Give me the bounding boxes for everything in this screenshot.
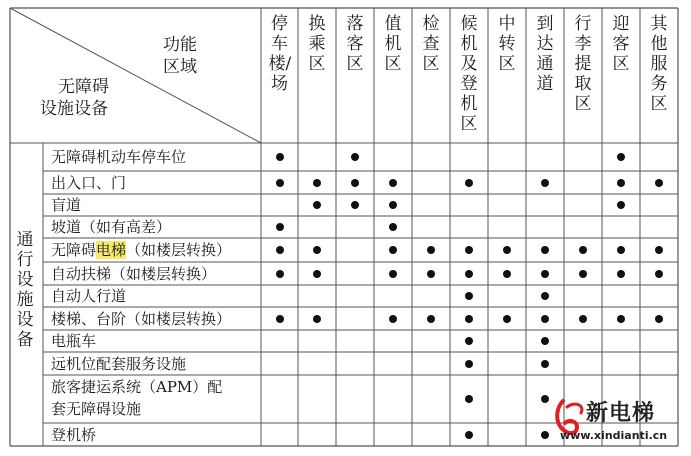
mark-dot <box>541 360 549 368</box>
mark-dot <box>655 179 663 187</box>
mark-dot <box>351 179 359 187</box>
mark-dot <box>313 201 321 209</box>
mark-dot <box>617 179 625 187</box>
mark-dot <box>617 270 625 278</box>
group-label: 通行设施设备 <box>16 230 34 350</box>
mark-dot <box>465 179 473 187</box>
mark-dot <box>655 270 663 278</box>
mark-dot <box>351 201 359 209</box>
mark-dot <box>541 337 549 345</box>
watermark-url: www.xindianti.cn <box>560 429 668 442</box>
row-label-text: 登机桥 <box>51 425 97 444</box>
mark-dot <box>389 270 397 278</box>
mark-dot <box>276 153 284 161</box>
mark-dot <box>465 292 473 300</box>
row-label-text: 楼梯、台阶（如楼层转换） <box>51 309 232 328</box>
corner-top-line2: 区域 <box>163 57 197 77</box>
mark-dot <box>617 153 625 161</box>
column-header: 落客区 <box>346 14 364 74</box>
row-label-text: （如楼层转换） <box>126 241 232 259</box>
mark-dot <box>313 246 321 254</box>
mark-dot <box>579 246 587 254</box>
corner-top-line1: 功能 <box>163 35 197 55</box>
corner-bottom-line2: 设施设备 <box>40 99 108 119</box>
mark-dot <box>655 246 663 254</box>
row-label-text: 远机位配套服务设施 <box>51 354 187 373</box>
mark-dot <box>617 246 625 254</box>
mark-dot <box>276 223 284 231</box>
mark-dot <box>313 179 321 187</box>
mark-dot <box>655 315 663 323</box>
column-header: 其他服务区 <box>650 14 668 114</box>
column-header: 换乘区 <box>308 14 326 74</box>
mark-dot <box>541 246 549 254</box>
mark-dot <box>389 315 397 323</box>
row-label-text: 自动扶梯（如楼层转换） <box>51 264 217 283</box>
mark-dot <box>541 292 549 300</box>
column-header: 到达通道 <box>536 14 554 94</box>
mark-dot <box>503 270 511 278</box>
mark-dot <box>465 431 473 439</box>
mark-dot <box>465 337 473 345</box>
mark-dot <box>389 223 397 231</box>
row-label-text: 出入口、门 <box>51 173 127 192</box>
column-header: 值机区 <box>384 14 402 74</box>
mark-dot <box>503 315 511 323</box>
mark-dot <box>427 246 435 254</box>
mark-dot <box>617 201 625 209</box>
mark-dot <box>276 179 284 187</box>
row-label-highlight: 电梯 <box>96 241 127 259</box>
mark-dot <box>427 270 435 278</box>
row-label-text-group <box>51 241 231 259</box>
mark-dot <box>617 315 625 323</box>
mark-dot <box>579 270 587 278</box>
mark-dot <box>541 395 549 403</box>
mark-dot <box>465 360 473 368</box>
column-header: 行李提取区 <box>574 14 592 114</box>
mark-dot <box>389 179 397 187</box>
mark-dot <box>427 315 435 323</box>
mark-dot <box>541 315 549 323</box>
watermark-brand: 新电梯 <box>586 401 656 426</box>
column-header: 候机及登机区 <box>460 14 478 134</box>
row-label-text: 盲道 <box>51 196 82 214</box>
mark-dot <box>465 270 473 278</box>
mark-dot <box>541 179 549 187</box>
row-label-line2: 套无障碍设施 <box>51 400 142 418</box>
mark-dot <box>351 153 359 161</box>
corner-bottom-line1: 无障碍 <box>58 77 109 97</box>
row-label-text: 坡道（如有高差） <box>51 218 172 236</box>
mark-dot <box>465 246 473 254</box>
header-diagonal <box>10 8 261 143</box>
mark-dot <box>389 246 397 254</box>
mark-dot <box>541 431 549 439</box>
mark-dot <box>313 270 321 278</box>
mark-dot <box>276 246 284 254</box>
mark-dot <box>465 395 473 403</box>
row-label-line1: 旅客捷运系统（APM）配 <box>51 378 223 396</box>
column-header: 迎客区 <box>612 14 630 74</box>
row-label-text: 电瓶车 <box>51 332 97 350</box>
mark-dot <box>389 201 397 209</box>
column-header: 检查区 <box>422 14 440 74</box>
row-label-text: 无障碍 <box>51 241 97 259</box>
row-label-text: 无障碍机动车停车位 <box>51 148 187 166</box>
mark-dot <box>541 270 549 278</box>
mark-dot <box>313 315 321 323</box>
column-header: 中转区 <box>498 14 516 74</box>
mark-dot <box>276 270 284 278</box>
mark-dot <box>465 315 473 323</box>
mark-dot <box>579 315 587 323</box>
mark-dot <box>503 246 511 254</box>
mark-dot <box>276 315 284 323</box>
row-label-text: 自动人行道 <box>51 287 127 305</box>
column-header: 停车楼/场 <box>268 14 292 94</box>
